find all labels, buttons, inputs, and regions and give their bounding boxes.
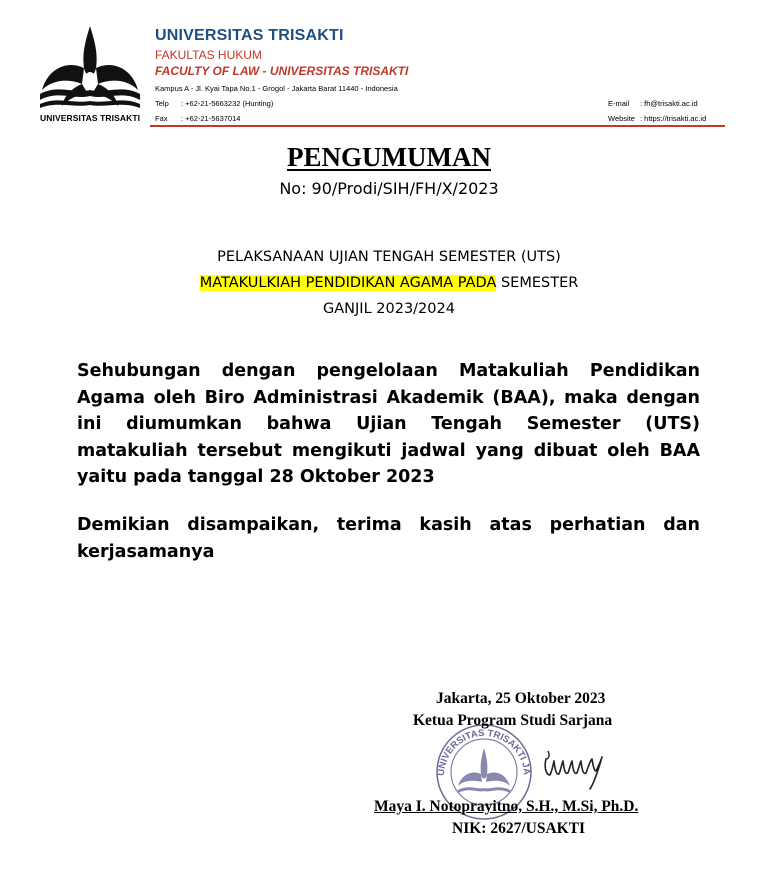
city-date: Jakarta, 25 Oktober 2023 <box>436 690 606 707</box>
phone-line <box>155 99 273 108</box>
subject-line-3: GANJIL 2023/2024 <box>323 301 455 317</box>
faculty-name-id: FAKULTAS HUKUM <box>155 48 262 62</box>
signer-nik: NIK: 2627/USAKTI <box>452 820 586 837</box>
faculty-name-en: FACULTY OF LAW - UNIVERSITAS TRISAKTI <box>155 64 409 78</box>
body-paragraph-1: Sehubungan dengan pengelolaan Matakuliah Pendidikan Agama oleh Biro Administrasi Akademik (BAA), maka dengan ini diumumkan bahwa Ujian Tengah Semester (UTS) matakuliah tersebut mengikuti jadwal yang dibuat oleh BAA yaitu pada tanggal 28 Oktober 2023 <box>77 361 700 487</box>
email-value: : fh@trisakti.ac.id <box>640 99 698 108</box>
fax-label: Fax <box>155 114 168 123</box>
handwritten-signature <box>540 745 608 791</box>
subject-highlight: MATAKULKIAH PENDIDIKAN AGAMA PADA <box>199 275 497 291</box>
document-number: No: 90/Prodi/SIH/FH/X/2023 <box>279 179 499 198</box>
website-line <box>608 114 706 123</box>
university-name: UNIVERSITAS TRISAKTI <box>155 27 344 44</box>
letterhead-divider <box>150 125 725 127</box>
email-line <box>608 99 698 108</box>
subject-line-1: PELAKSANAAN UJIAN TENGAH SEMESTER (UTS) <box>217 249 561 265</box>
website-label: Website <box>608 114 635 123</box>
email-label: E-mail <box>608 99 630 108</box>
phone-value: : +62-21-5663232 (Hunting) <box>181 99 274 108</box>
fax-line <box>155 114 240 123</box>
website-value: : https://trisakti.ac.id <box>640 114 707 123</box>
signer-name: Maya I. Notoprayitno, S.H., M.Si, Ph.D. <box>374 798 639 815</box>
document-title: PENGUMUMAN <box>287 142 491 172</box>
phone-label: Telp <box>155 99 169 108</box>
address: Kampus A - Jl. Kyai Tapa No.1 - Grogol - Jakarta Barat 11440 - Indonesia <box>155 84 398 93</box>
subject-line-2-rest: SEMESTER <box>496 275 579 291</box>
stamp-text: UNIVERSITAS TRISAKTI JA <box>435 727 533 777</box>
subject-line-2 <box>0 270 762 296</box>
subject-block <box>0 244 762 322</box>
signer-position: Ketua Program Studi Sarjana <box>413 712 613 729</box>
fax-value: : +62-21-5637014 <box>181 114 241 123</box>
body-paragraph-2: Demikian disampaikan, terima kasih atas perhatian dan kerjasamanya <box>77 515 700 562</box>
university-logo <box>38 24 142 126</box>
logo-caption: UNIVERSITAS TRISAKTI <box>40 113 141 123</box>
